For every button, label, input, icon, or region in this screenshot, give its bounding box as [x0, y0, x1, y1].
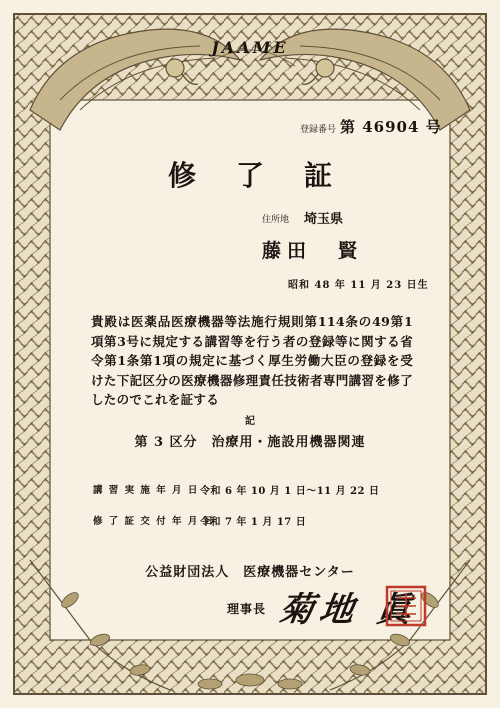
recipient-family-name: 藤田 [262, 240, 313, 262]
birth-date: 昭和 48 年 11 月 23 日生 [288, 280, 429, 291]
course-dates-value: 令和 6 年 10 月 1 日～11 月 22 日 [200, 486, 380, 497]
chair-signature: 菊地 眞 [276, 590, 421, 630]
issue-date-value: 令和 7 年 1 月 17 日 [200, 517, 307, 528]
certificate-body: 貴殿は医薬品医療機器等法施行規則第114条の49第1項第3号に規定する講習等を行う者の登録等に関する省令第1条第1項の規定に基づく厚生労働大臣の登録を受けた下記区分の医療機器修理責任技術者専門講習を修了したのでこれを証する [91, 314, 413, 408]
registration-label: 登録番号 [300, 125, 337, 135]
address-label: 住所地 [262, 215, 290, 225]
issuing-organization: 公益財団法人 医療機器センター [145, 565, 355, 580]
emblem-text: JAAME [211, 38, 289, 57]
recipient-name [262, 236, 363, 263]
official-seal [384, 584, 428, 628]
registration-number: 第 46904 号 [340, 118, 442, 136]
address-value: 埼玉県 [304, 212, 344, 227]
certificate-title: 修了証 [167, 159, 372, 192]
course-section: 第 3 区分 治療用・施設用機器関連 [134, 435, 366, 450]
ki-marker: 記 [245, 416, 255, 427]
course-dates-label: 講 習 実 施 年 月 日 [93, 485, 199, 496]
issue-date-label: 修 了 証 交 付 年 月 日 [93, 516, 215, 527]
recipient-given-name: 賢 [338, 240, 364, 262]
chair-title: 理事長 [227, 602, 267, 616]
